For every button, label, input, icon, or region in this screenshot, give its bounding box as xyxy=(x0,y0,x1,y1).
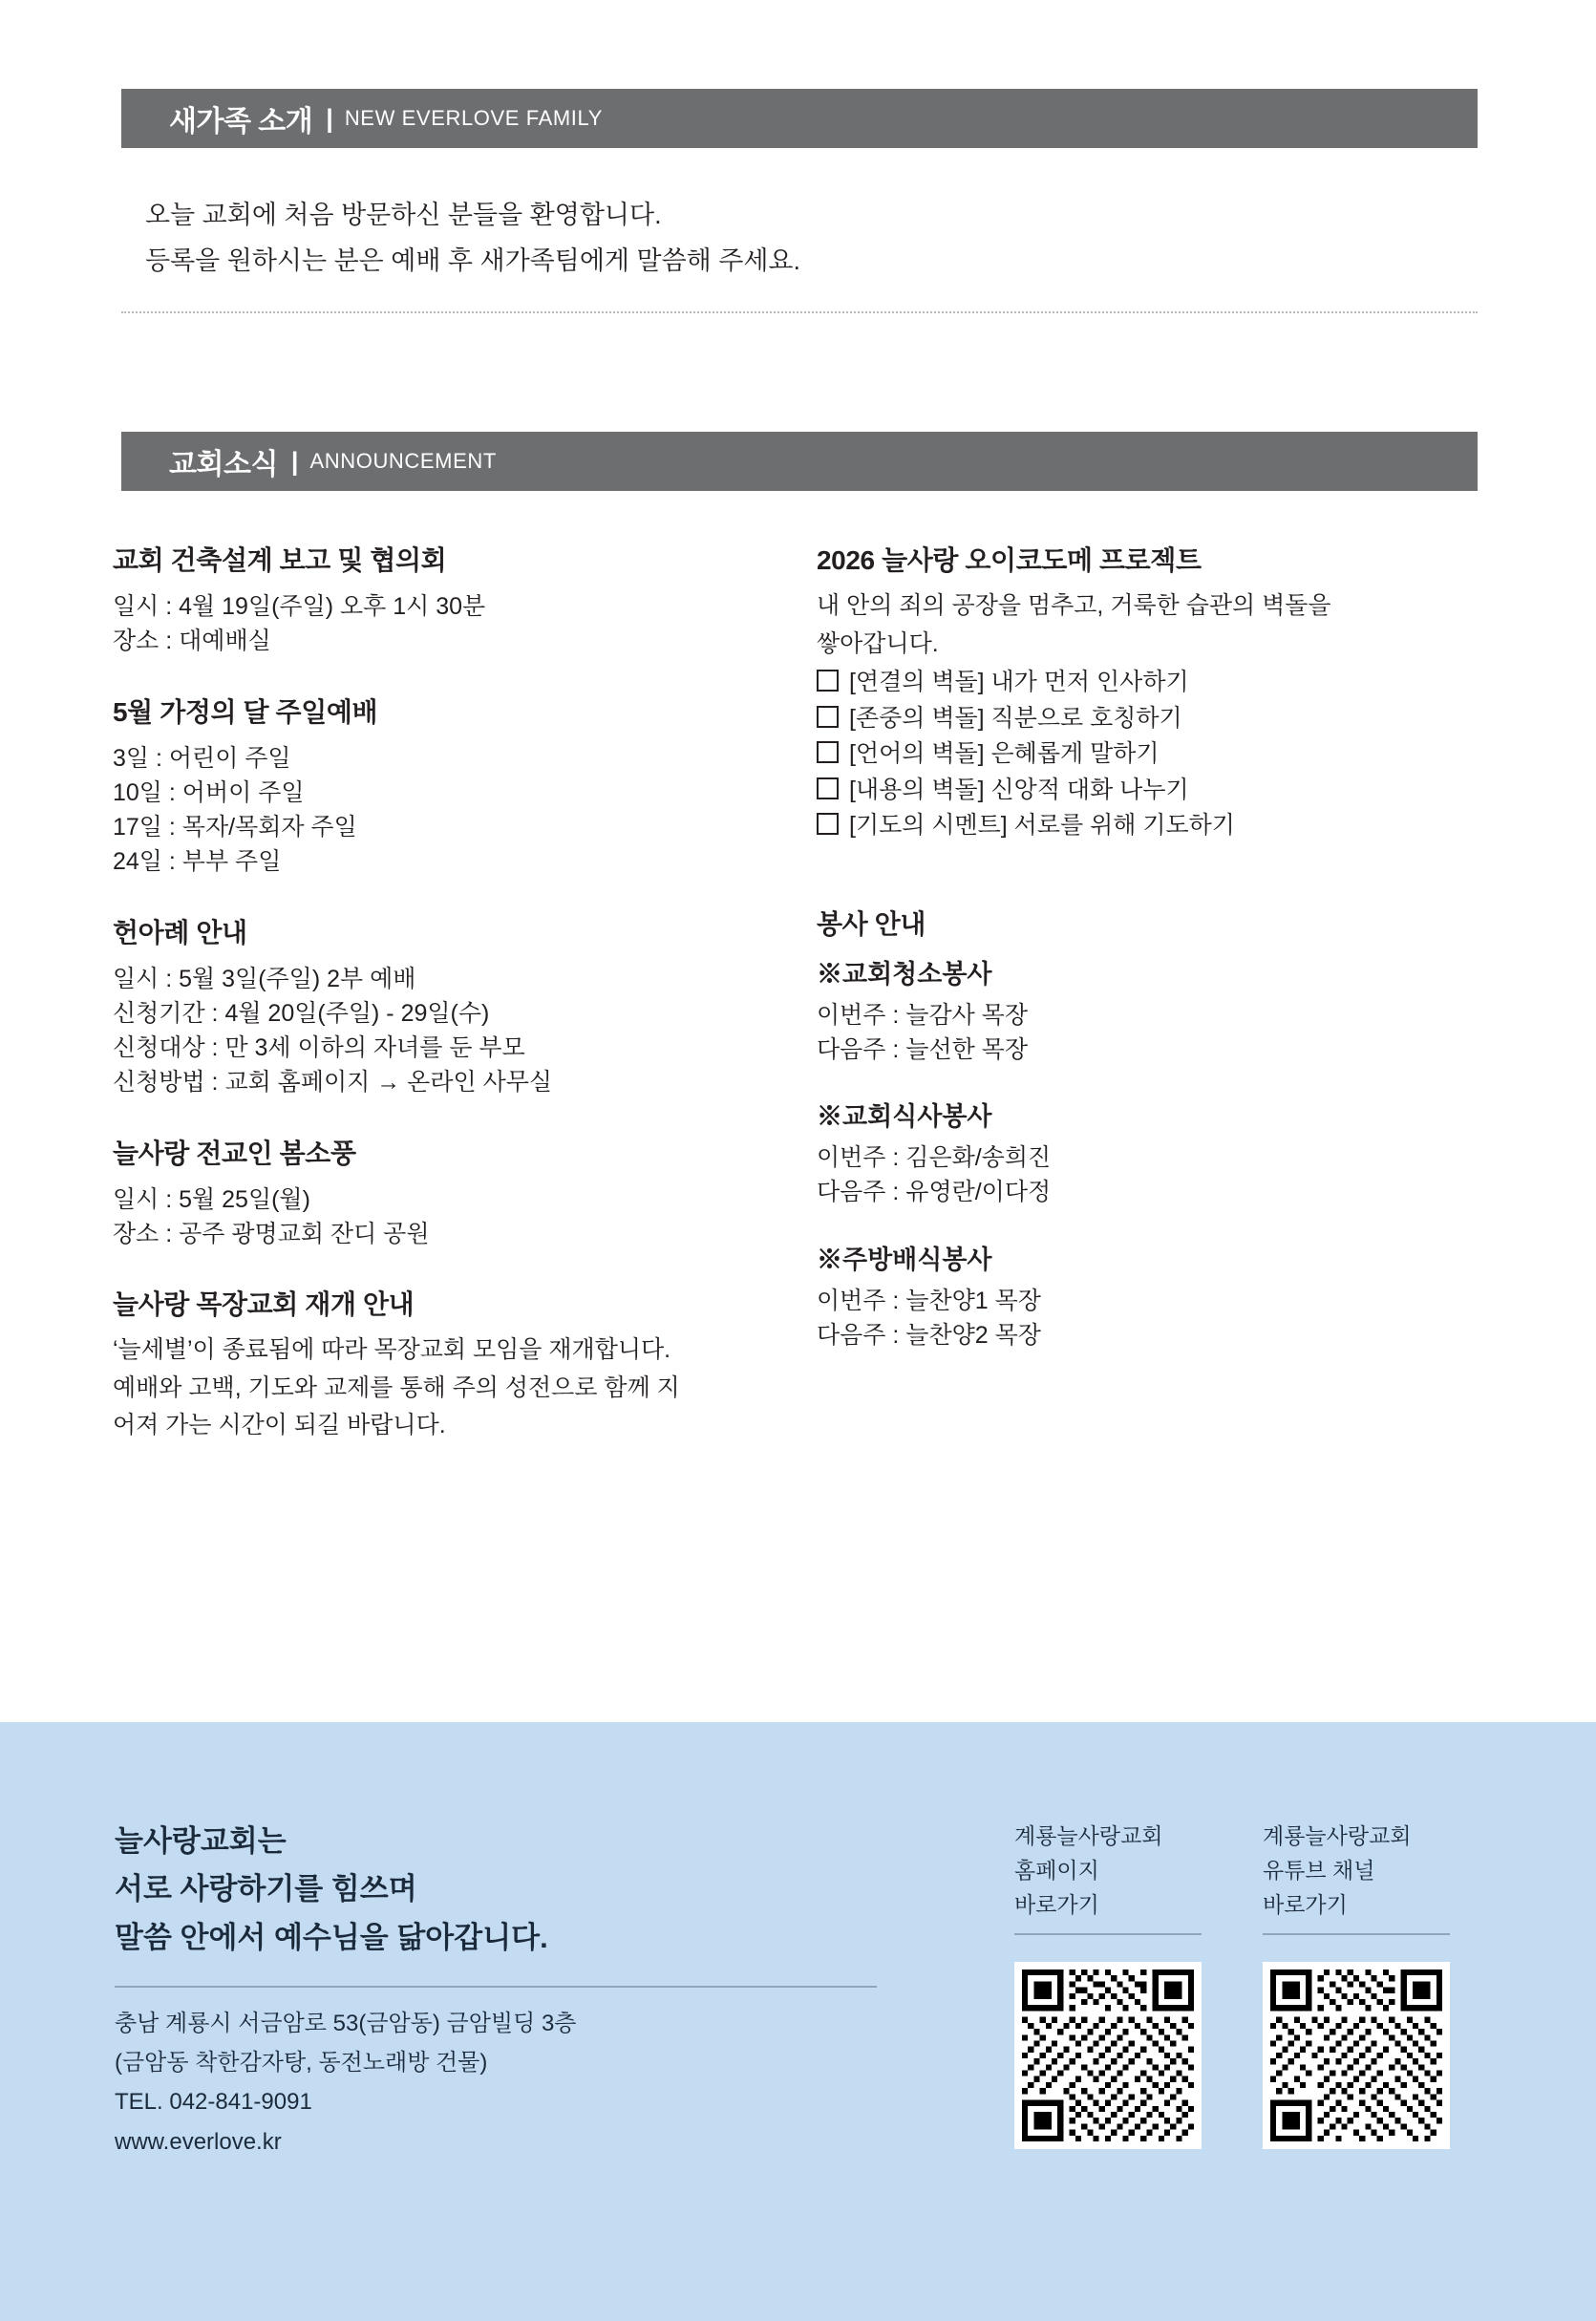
announcement-line: 신청기간 : 4월 20일(주일) - 29일(수) xyxy=(113,999,490,1027)
service-group-name: ※주방배식봉사 xyxy=(817,1245,992,1274)
dotted-divider xyxy=(121,311,1478,313)
service-guide xyxy=(817,904,1476,1353)
announcement-line: 예배와 고백, 기도와 교제를 통해 주의 성전으로 함께 지 xyxy=(113,1373,680,1401)
qr-label-youtube xyxy=(1263,1822,1454,1918)
qr-label-line: 홈페이지 xyxy=(1014,1857,1099,1883)
qr-block-youtube[interactable] xyxy=(1263,1822,1454,2149)
service-line: 다음주 : 늘찬양2 목장 xyxy=(817,1321,1041,1349)
website-url[interactable]: www.everlove.kr xyxy=(115,2128,282,2155)
new-family-line: 오늘 교회에 처음 방문하신 분들을 환영합니다. xyxy=(145,201,662,229)
announcement-title: 늘사랑 목장교회 재개 안내 xyxy=(113,1289,415,1319)
service-group xyxy=(817,953,1476,1068)
announcement-title: 2026 늘사랑 오이코도메 프로젝트 xyxy=(817,545,1202,575)
announcement-line: 10일 : 어버이 주일 xyxy=(113,778,305,806)
qr-code-homepage-icon[interactable] xyxy=(1014,1962,1202,2149)
qr-underline xyxy=(1014,1933,1202,1935)
checklist-item[interactable] xyxy=(817,701,1476,737)
qr-label-line: 계룡늘사랑교회 xyxy=(1014,1823,1163,1848)
new-family-body xyxy=(145,198,1463,290)
qr-underline xyxy=(1263,1933,1450,1935)
service-group xyxy=(817,1096,1476,1210)
footer-slogan xyxy=(115,1822,860,1967)
new-family-line: 등록을 원하시는 분은 예배 후 새가족팀에게 말씀해 주세요. xyxy=(145,246,800,276)
checklist-label: [내용의 벽돌] 신앙적 대화 나누기 xyxy=(849,776,1189,803)
announcement-item xyxy=(113,692,762,880)
announcement-item xyxy=(113,912,762,1100)
announcement-title: 교회 건축설계 보고 및 협의회 xyxy=(113,545,447,575)
project-intro-line: 내 안의 죄의 공장을 멈추고, 거룩한 습관의 벽돌을 xyxy=(817,592,1331,619)
checklist-label: [기도의 시멘트] 서로를 위해 기도하기 xyxy=(849,812,1235,839)
slogan-line: 말씀 안에서 예수님을 닮아갑니다. xyxy=(115,1920,548,1954)
section-title-en: ANNOUNCEMENT xyxy=(309,449,497,473)
checklist-label: [존중의 벽돌] 직분으로 호칭하기 xyxy=(849,704,1182,732)
phone-number: TEL. 042-841-9091 xyxy=(115,2089,312,2116)
announcement-line: 일시 : 5월 3일(주일) 2부 예배 xyxy=(113,965,416,992)
project-intro-line: 쌓아갑니다. xyxy=(817,629,939,657)
announcement-column-left xyxy=(113,540,762,1476)
qr-label-line: 계룡늘사랑교회 xyxy=(1263,1823,1412,1848)
address-line: (금암동 착한감자탕, 동전노래방 건물) xyxy=(115,2050,488,2076)
checklist-item[interactable] xyxy=(817,808,1476,844)
qr-label-line: 유튜브 채널 xyxy=(1263,1857,1375,1883)
checklist-label: [연결의 벽돌] 내가 먼저 인사하기 xyxy=(849,669,1189,695)
qr-label-homepage xyxy=(1014,1822,1205,1918)
announcement-item xyxy=(113,540,762,659)
announcement-item xyxy=(113,1133,762,1252)
announcement-line: 어져 가는 시간이 되길 바랍니다. xyxy=(113,1412,446,1438)
qr-label-line: 바로가기 xyxy=(1263,1891,1348,1917)
checkbox-icon[interactable] xyxy=(817,706,839,728)
checklist-item[interactable] xyxy=(817,665,1476,701)
address-line: 충남 계룡시 서금암로 53(금암동) 금암빌딩 3층 xyxy=(115,2011,577,2036)
section-title-divider: | xyxy=(326,103,333,133)
announcement-line: 일시 : 5월 25일(월) xyxy=(113,1185,310,1213)
footer-divider xyxy=(115,1986,877,1988)
announcement-line: 3일 : 어린이 주일 xyxy=(113,744,291,772)
checkbox-icon[interactable] xyxy=(817,741,839,763)
service-line: 다음주 : 유영란/이다정 xyxy=(817,1179,1052,1206)
announcement-column-right xyxy=(817,540,1476,1381)
section-title-ko: 교회소식 xyxy=(169,449,278,480)
section-title-ko: 새가족 소개 xyxy=(169,106,313,138)
service-line: 이번주 : 김은화/송희진 xyxy=(817,1144,1052,1171)
checkbox-icon[interactable] xyxy=(817,813,839,835)
service-line: 이번주 : 늘감사 목장 xyxy=(817,1001,1028,1029)
announcement-line: 신청방법 : 교회 홈페이지 → 온라인 사무실 xyxy=(113,1069,553,1097)
announcement-title: 늘사랑 전교인 봄소풍 xyxy=(113,1138,356,1168)
section-title-en: NEW EVERLOVE FAMILY xyxy=(344,106,603,130)
service-guide-title: 봉사 안내 xyxy=(817,908,926,939)
announcement-line: 장소 : 공주 광명교회 잔디 공원 xyxy=(113,1220,430,1247)
announcement-item xyxy=(113,1284,762,1443)
service-line: 다음주 : 늘선한 목장 xyxy=(817,1035,1028,1063)
announcement-title: 5월 가정의 달 주일예배 xyxy=(113,696,378,727)
service-group-name: ※교회청소봉사 xyxy=(817,959,992,989)
section-title-divider: | xyxy=(290,446,299,476)
qr-block-homepage[interactable] xyxy=(1014,1822,1205,2149)
section-header-new-family xyxy=(121,89,1478,148)
service-group-name: ※교회식사봉사 xyxy=(817,1102,992,1131)
qr-label-line: 바로가기 xyxy=(1014,1891,1099,1917)
service-group xyxy=(817,1239,1476,1353)
checkbox-icon[interactable] xyxy=(817,670,839,692)
checklist-item[interactable] xyxy=(817,736,1476,773)
checklist-label: [언어의 벽돌] 은혜롭게 말하기 xyxy=(849,740,1160,767)
announcement-line: 장소 : 대예배실 xyxy=(113,628,271,655)
slogan-line: 서로 사랑하기를 힘쓰며 xyxy=(115,1872,417,1906)
qr-code-youtube-icon[interactable] xyxy=(1263,1962,1450,2149)
footer-address xyxy=(115,2009,879,2166)
service-line: 이번주 : 늘찬양1 목장 xyxy=(817,1287,1041,1314)
slogan-line: 늘사랑교회는 xyxy=(115,1824,287,1858)
footer xyxy=(0,1722,1596,2321)
checkbox-icon[interactable] xyxy=(817,777,839,799)
oikodome-project xyxy=(817,540,1476,844)
announcement-line: 17일 : 목자/목회자 주일 xyxy=(113,814,357,841)
announcement-line: 신청대상 : 만 3세 이하의 자녀를 둔 부모 xyxy=(113,1034,525,1061)
spacer xyxy=(817,877,1476,904)
announcement-line: 일시 : 4월 19일(주일) 오후 1시 30분 xyxy=(113,593,486,620)
announcement-title: 헌아례 안내 xyxy=(113,917,247,948)
announcement-line: ‘늘세별’이 종료됨에 따라 목장교회 모임을 재개합니다. xyxy=(113,1336,671,1363)
announcement-line: 24일 : 부부 주일 xyxy=(113,848,282,876)
checklist-item[interactable] xyxy=(817,773,1476,809)
section-header-announcement xyxy=(121,432,1478,491)
